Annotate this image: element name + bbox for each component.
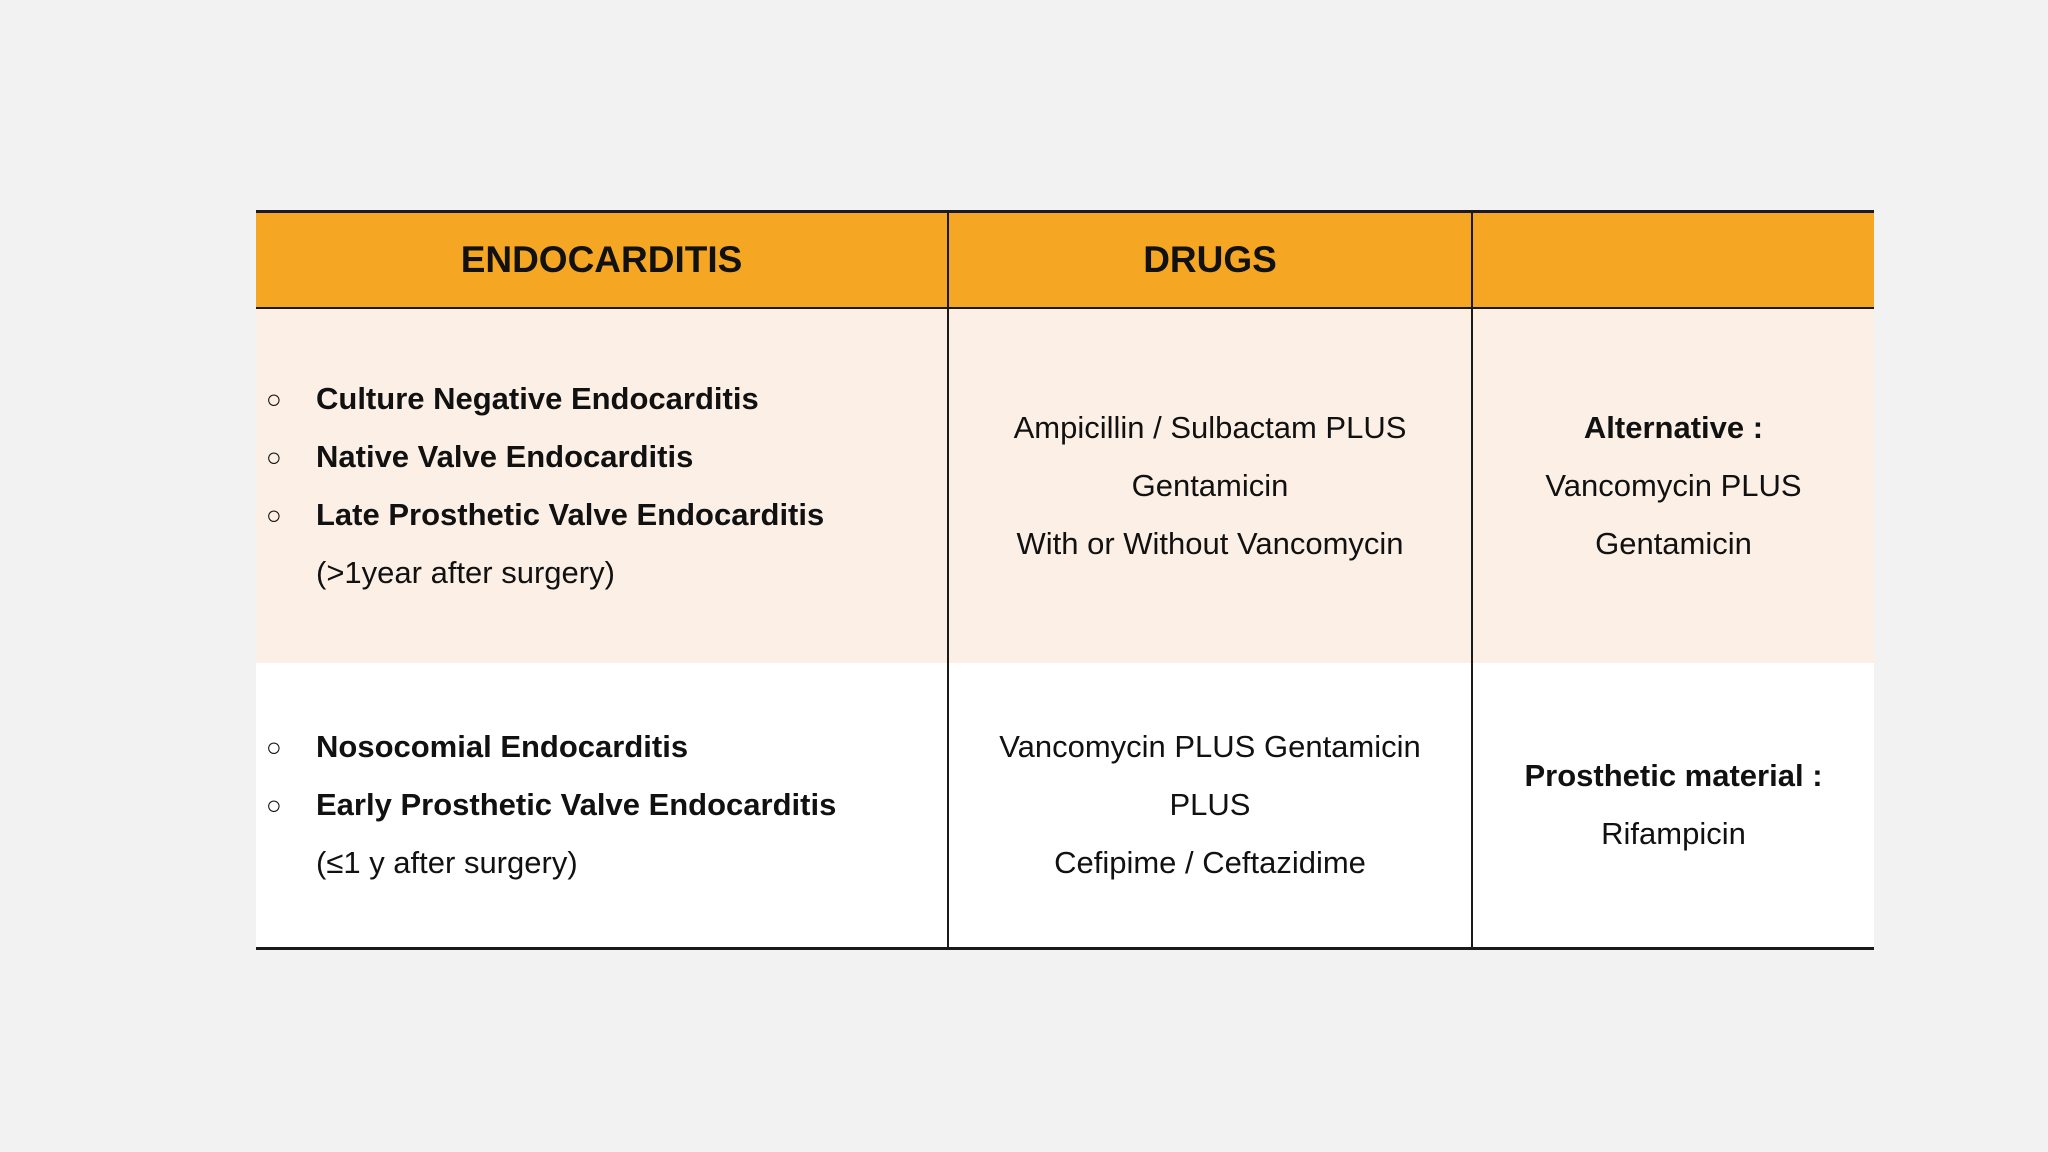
condition-list bbox=[256, 370, 947, 544]
condition-label: Late Prosthetic Valve Endocarditis bbox=[316, 497, 825, 532]
alternative-cell bbox=[1472, 308, 1874, 663]
drug-line: Cefipime / Ceftazidime bbox=[1054, 845, 1366, 880]
hollow-circle-bullet-icon: ○ bbox=[266, 500, 282, 530]
condition-note: (>1year after surgery) bbox=[316, 555, 615, 590]
hollow-circle-bullet-icon: ○ bbox=[266, 790, 282, 820]
list-item bbox=[266, 718, 947, 776]
condition-label: Nosocomial Endocarditis bbox=[316, 729, 689, 764]
alternative-line: Vancomycin PLUS bbox=[1545, 468, 1802, 503]
header-drugs: DRUGS bbox=[948, 212, 1472, 309]
header-endocarditis: ENDOCARDITIS bbox=[256, 212, 948, 309]
list-item bbox=[266, 370, 947, 428]
list-item bbox=[266, 428, 947, 486]
list-item bbox=[266, 486, 947, 544]
drug-line: With or Without Vancomycin bbox=[1016, 526, 1404, 561]
hollow-circle-bullet-icon: ○ bbox=[266, 732, 282, 762]
condition-list bbox=[256, 718, 947, 834]
drug-line: Gentamicin bbox=[1131, 468, 1289, 503]
prosthetic-material-title: Prosthetic material : bbox=[1524, 758, 1823, 793]
hollow-circle-bullet-icon: ○ bbox=[266, 384, 282, 414]
conditions-cell bbox=[256, 308, 948, 663]
conditions-cell bbox=[256, 663, 948, 949]
condition-label: Culture Negative Endocarditis bbox=[316, 381, 759, 416]
prosthetic-material-cell bbox=[1472, 663, 1874, 949]
drug-line: Ampicillin / Sulbactam PLUS bbox=[1013, 410, 1407, 445]
condition-label: Native Valve Endocarditis bbox=[316, 439, 694, 474]
alternative-title: Alternative : bbox=[1583, 410, 1764, 445]
prosthetic-material-line: Rifampicin bbox=[1601, 816, 1746, 851]
table-row bbox=[256, 308, 1874, 663]
drugs-cell bbox=[948, 663, 1472, 949]
drugs-cell bbox=[948, 308, 1472, 663]
condition-note: (≤1 y after surgery) bbox=[316, 845, 578, 880]
hollow-circle-bullet-icon: ○ bbox=[266, 442, 282, 472]
list-item bbox=[266, 776, 947, 834]
table-row bbox=[256, 663, 1874, 949]
endocarditis-drug-table bbox=[256, 210, 1874, 950]
table-header-row bbox=[256, 212, 1874, 309]
condition-label: Early Prosthetic Valve Endocarditis bbox=[316, 787, 837, 822]
drug-line: PLUS bbox=[1169, 787, 1251, 822]
drug-line: Vancomycin PLUS Gentamicin bbox=[999, 729, 1421, 764]
header-empty bbox=[1472, 212, 1874, 309]
alternative-line: Gentamicin bbox=[1595, 526, 1752, 561]
